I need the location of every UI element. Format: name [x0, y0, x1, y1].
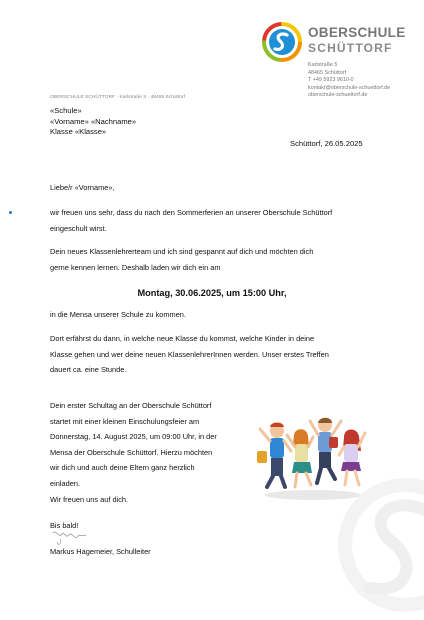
school-town: SCHÜTTORF	[308, 41, 393, 55]
recipient-school: «Schule»	[50, 106, 82, 115]
paragraph-2	[50, 244, 313, 275]
school-name: OBERSCHULE	[308, 25, 406, 40]
salutation: Liebe/r «Vorname»,	[50, 183, 115, 192]
closing: Bis bald!	[50, 521, 79, 530]
paragraph-5-line: wir dich und auch deine Eltern ganz herzlich	[50, 463, 195, 473]
contact-street: Karlstraße 5	[308, 62, 338, 68]
paragraph-2-line: gerne kennen lernen. Deshalb laden wir dich ein am	[50, 262, 221, 272]
letter-date: Schüttorf, 26.05.2025	[290, 139, 363, 148]
paragraph-4-line: Dort erfährst du dann, in welche neue Klasse du kommst, welche Kinder in deine	[50, 334, 315, 343]
recipient-class: Klasse «Klasse»	[50, 127, 107, 137]
paragraph-5	[50, 398, 217, 507]
school-logo-icon	[262, 22, 302, 62]
paragraph-1-line: eingeschult wirst.	[50, 223, 107, 233]
paragraph-5-line: Wir freuen uns auf dich.	[50, 494, 129, 504]
paragraph-5-line: Dein erster Schultag an der Oberschule Schüttorf	[50, 401, 212, 410]
signature-name: Markus Hagemeier, Schulleiter	[50, 547, 151, 556]
watermark-logo-icon	[330, 470, 424, 620]
contact-website: oberschule-schuettorf.de	[308, 92, 368, 99]
paragraph-1	[50, 205, 332, 236]
paragraph-5-line: Donnerstag, 14. August 2025, um 09:00 Uhr, in der	[50, 432, 217, 442]
paragraph-4-line: dauert ca. eine Stunde.	[50, 365, 127, 375]
margin-dot	[9, 211, 12, 214]
contact-phone: T +49 5923 9610-0	[308, 77, 354, 84]
contact-city: 48465 Schüttorf	[308, 69, 347, 76]
sender-line: OBERSCHULE SCHÜTTORF · Karlstraße 5 · 48465 Schüttorf	[50, 95, 185, 100]
paragraph-1-line: wir freuen uns sehr, dass du nach den Sommerferien an unserer Oberschule Schüttorf	[50, 208, 333, 217]
paragraph-4	[50, 331, 329, 378]
paragraph-4-line: Klasse gehen und wer deine neuen KlassenlehrerInnen werden. Unser erstes Treffen	[50, 349, 329, 359]
recipient-name: «Vorname» «Nachname»	[50, 116, 137, 126]
contact-email: kontakt@oberschule-schuettorf.de	[308, 84, 391, 91]
paragraph-5-line: startet mit einer kleinen Einschulungsfeier am	[50, 416, 200, 426]
event-date: Montag, 30.06.2025, um 15:00 Uhr,	[137, 288, 287, 298]
recipient-address	[50, 106, 136, 138]
paragraph-5-line: Mensa der Oberschule Schüttorf. Hierzu möchten	[50, 447, 213, 457]
paragraph-2-line: Dein neues Klassenlehrerteam und ich sind gespannt auf dich und möchten dich	[50, 247, 314, 256]
paragraph-3: in die Mensa unserer Schule zu kommen.	[50, 310, 186, 319]
school-contact-block	[308, 62, 390, 100]
paragraph-5-line: einladen.	[50, 478, 80, 488]
